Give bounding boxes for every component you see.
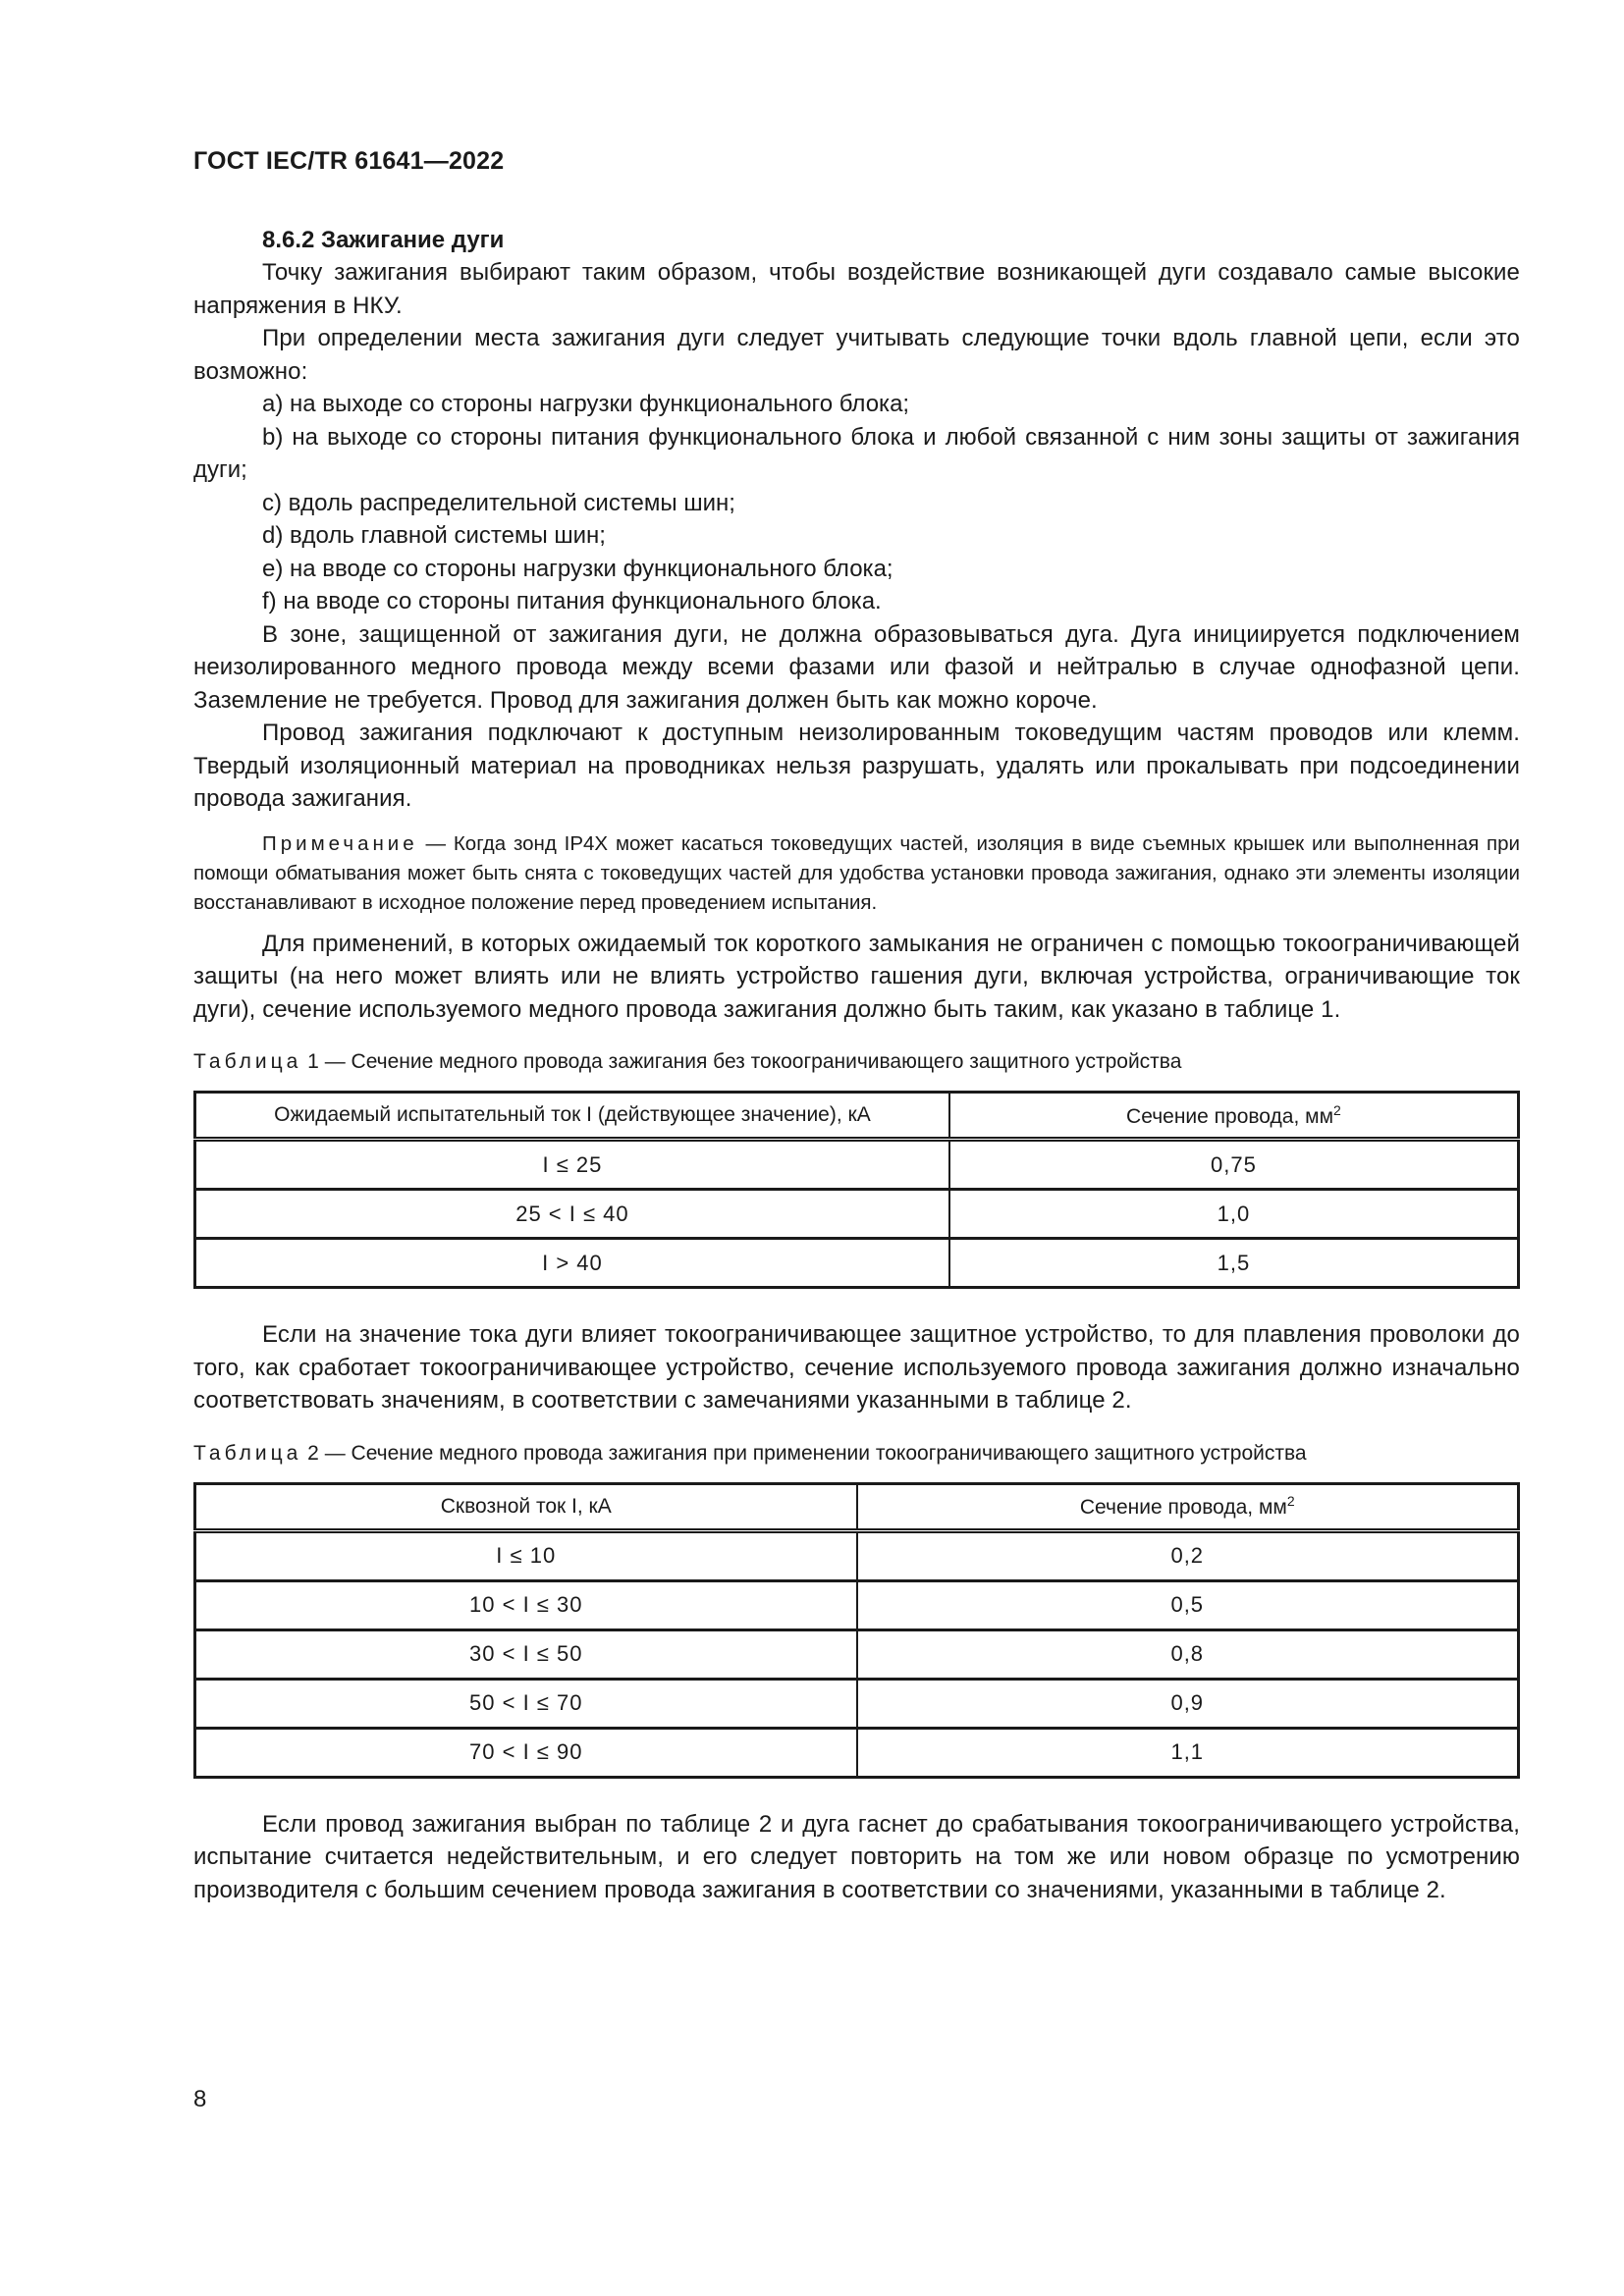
table-cell: I ≤ 25 xyxy=(195,1140,949,1190)
paragraph: Для применений, в которых ожидаемый ток короткого замыкания не ограничен с помощью токоограничивающей защиты (на него может влиять или не влиять устройство гашения дуги, включая устройства, ограничивающие ток дуги), сечение используемого медного провода зажигания должно быть таким, как указано в таблице 1. xyxy=(193,930,1520,1023)
table-row xyxy=(195,1140,1519,1190)
table-row xyxy=(195,1530,1519,1580)
note-text: — Когда зонд IP4X может касаться токоведущих частей, изоляция в виде съемных крышек или выполненная при помощи обматывания может быть снята с токоведущих частей для удобства установки провода зажигания, однако эти элементы изоляции восстанавливают в исходное положение перед проведением испытания. xyxy=(193,831,1520,914)
table-cell: 0,5 xyxy=(857,1580,1519,1629)
table2-caption xyxy=(193,1439,1520,1468)
list-item: c) вдоль распределительной системы шин; xyxy=(262,489,735,516)
table-cell: 0,8 xyxy=(857,1629,1519,1679)
document-header-id: ГОСТ IEC/TR 61641—2022 xyxy=(193,147,505,175)
paragraph: Если провод зажигания выбран по таблице 2 и дуга гаснет до срабатывания токоограничивающего устройства, испытание считается недействительным, и его следует повторить на том же или новом образце по усмотрению производителя с большим сечением провода зажигания в соответствии со значениями, указанными в таблице 2. xyxy=(193,1810,1520,1903)
table-cell: 10 < I ≤ 30 xyxy=(195,1580,857,1629)
table-row xyxy=(195,1239,1519,1288)
table-header-row xyxy=(195,1483,1519,1530)
paragraph: Точку зажигания выбирают таким образом, чтобы воздействие возникающей дуги создавало самые высокие напряжения в НКУ. xyxy=(193,259,1520,319)
table1-caption xyxy=(193,1047,1520,1077)
table-header-cell: Сквозной ток I, кА xyxy=(195,1483,857,1530)
table2 xyxy=(193,1482,1520,1779)
table-row xyxy=(195,1629,1519,1679)
table-cell: 30 < I ≤ 50 xyxy=(195,1629,857,1679)
table-header-cell: Сечение провода, $мм^2$ xyxy=(857,1483,1519,1530)
section-title: 8.6.2 Зажигание дуги xyxy=(262,227,505,253)
paragraph: В зоне, защищенной от зажигания дуги, не должна образовываться дуга. Дуга инициируется подключением неизолированного медного провода между всеми фазами или фазой и нейтралью в случае однофазной цепи. Заземление не требуется. Провод для зажигания должен быть как можно короче. xyxy=(193,620,1520,714)
paragraph: При определении места зажигания дуги следует учитывать следующие точки вдоль главной цепи, если это возможно: xyxy=(193,325,1520,385)
table-header-cell: Сечение провода, $мм^2$ xyxy=(949,1093,1519,1140)
table-cell: 1,1 xyxy=(857,1728,1519,1777)
table2-caption-text: 2 — Сечение медного провода зажигания при применении токоограничивающего защитного устройства xyxy=(301,1441,1307,1465)
table-header-cell: Ожидаемый испытательный ток I (действующее значение), кА xyxy=(195,1093,949,1140)
table-header-row xyxy=(195,1093,1519,1140)
document-page xyxy=(193,147,1520,1906)
list-item: b) на выходе со стороны питания функционального блока и любой связанной с ним зоны защиты от зажигания дуги; xyxy=(193,423,1520,483)
list-item: e) на вводе со стороны нагрузки функционального блока; xyxy=(262,555,893,582)
note xyxy=(193,829,1520,918)
table-cell: 1,5 xyxy=(949,1239,1519,1288)
table1 xyxy=(193,1091,1520,1289)
table1-caption-text: 1 — Сечение медного провода зажигания без токоограничивающего защитного устройства xyxy=(301,1050,1182,1073)
table-row xyxy=(195,1580,1519,1629)
page-number: 8 xyxy=(193,2086,207,2112)
table-cell: 0,75 xyxy=(949,1140,1519,1190)
table-row xyxy=(195,1190,1519,1239)
table-cell: 1,0 xyxy=(949,1190,1519,1239)
note-label: Примечание xyxy=(262,831,418,855)
table-cell: I > 40 xyxy=(195,1239,949,1288)
table1-caption-label: Таблица xyxy=(193,1050,302,1073)
table-row xyxy=(195,1679,1519,1728)
table-cell: 70 < I ≤ 90 xyxy=(195,1728,857,1777)
list-item: a) на выходе со стороны нагрузки функционального блока; xyxy=(262,391,910,417)
list-item: f) на вводе со стороны питания функционального блока. xyxy=(262,588,882,614)
list-item: d) вдоль главной системы шин; xyxy=(262,522,606,549)
table-cell: 0,9 xyxy=(857,1679,1519,1728)
table2-caption-label: Таблица xyxy=(193,1441,302,1465)
table-cell: 50 < I ≤ 70 xyxy=(195,1679,857,1728)
table-cell: 25 < I ≤ 40 xyxy=(195,1190,949,1239)
paragraph: Если на значение тока дуги влияет токоограничивающее защитное устройство, то для плавления проволоки до того, как сработает токоограничивающее устройство, сечение используемого провода зажигания должно изначально соответствовать значениям, в соответствии с замечаниями указанными в таблице 2. xyxy=(193,1321,1520,1414)
table-cell: I ≤ 10 xyxy=(195,1530,857,1580)
table-cell: 0,2 xyxy=(857,1530,1519,1580)
paragraph: Провод зажигания подключают к доступным неизолированным токоведущим частям проводов или клемм. Твердый изоляционный материал на проводниках нельзя разрушать, удалять или прокалывать при подсоединении провода зажигания. xyxy=(193,720,1520,812)
table-row xyxy=(195,1728,1519,1777)
